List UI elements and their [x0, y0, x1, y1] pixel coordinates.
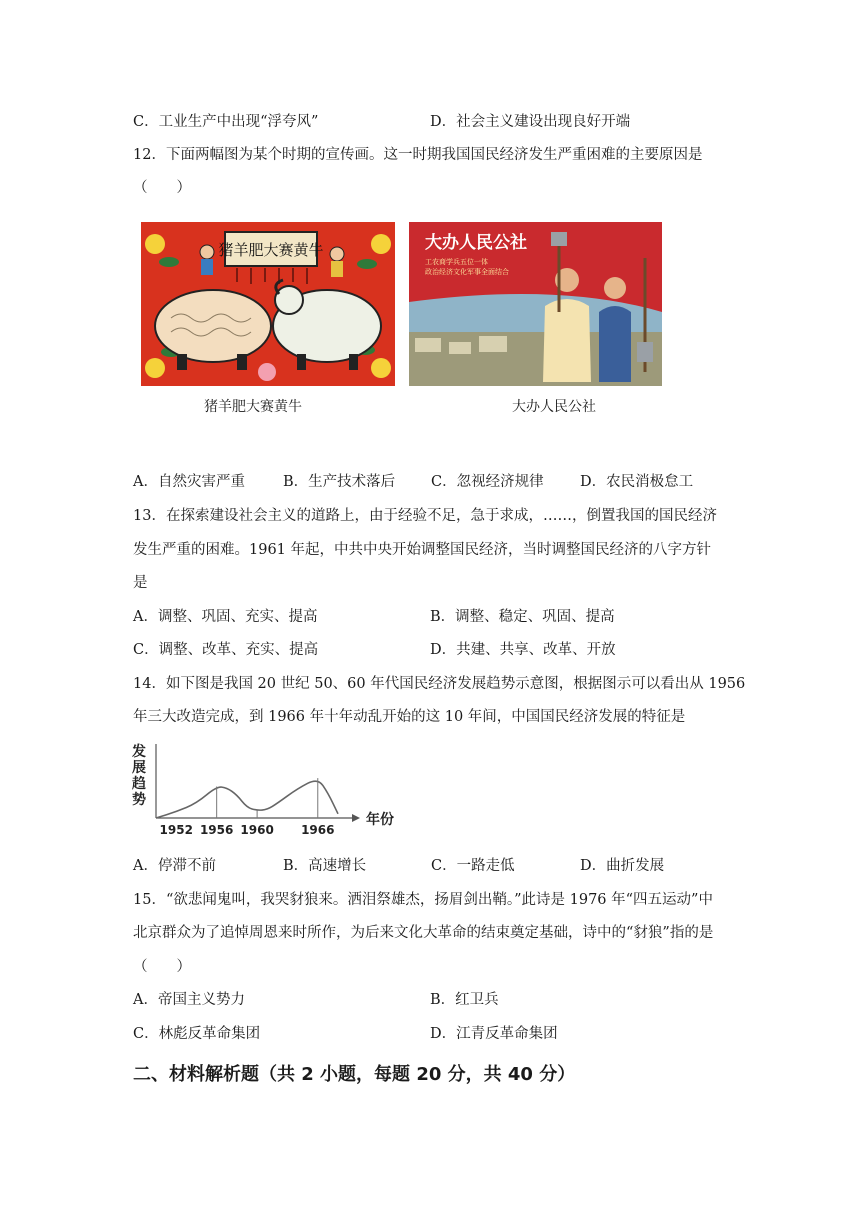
y-axis-label-char: 势 — [132, 792, 146, 808]
q13-option-d: D．共建、共享、改革、开放 — [430, 642, 616, 658]
y-axis-label-char: 发 — [132, 744, 146, 760]
q12-option-d: D．农民消极怠工 — [580, 474, 694, 490]
q15-answer-paren: （ ） — [133, 959, 191, 975]
poster2-caption: 大办人民公社 — [512, 399, 596, 415]
q12-option-c: C．忽视经济规律 — [431, 474, 544, 490]
q13-stem-line1: 13．在探索建设社会主义的道路上，由于经验不足，急于求成，……，倒置我国的国民经济 — [133, 508, 717, 524]
poster-people-commune — [409, 222, 662, 386]
q15-option-b: B．红卫兵 — [430, 992, 499, 1008]
y-axis-label — [131, 743, 146, 808]
x-tick-label-1966: 1966 — [301, 823, 335, 837]
q15-option-c: C．林彪反革命集团 — [133, 1026, 261, 1042]
q11-option-c: C．工业生产中出现“浮夸风” — [133, 114, 319, 130]
q13-option-a: A．调整、巩固、充实、提高 — [133, 609, 318, 625]
q15-stem-line1: 15．“欲悲闻鬼叫，我哭豺狼来。洒泪祭雄杰，扬眉剑出鞘。”此诗是 1976 年“四五运动”中 — [133, 892, 713, 908]
x-tick-label-1960: 1960 — [240, 823, 274, 837]
q15-stem-line2: 北京群众为了追悼周恩来时所作，为后来文化大革命的结束奠定基础，诗中的“豺狼”指的是 — [133, 925, 714, 941]
x-axis-label: 年份 — [366, 812, 394, 828]
q12-answer-paren: （ ） — [133, 180, 191, 196]
q13-stem-line2: 发生严重的困难。1961 年起，中共中央开始调整国民经济，当时调整国民经济的八字方针 — [133, 542, 712, 558]
q13-option-c: C．调整、改革、充实、提高 — [133, 642, 319, 658]
poster2-title-text: 大办人民公社 — [425, 233, 527, 253]
q15-option-a: A．帝国主义势力 — [133, 992, 245, 1008]
poster2-slogan-2: 政治经济文化军事全面结合 — [425, 268, 509, 276]
q14-stem-line1: 14．如下图是我国 20 世纪 50、60 年代国民经济发展趋势示意图，根据图示可以看出从 1956 — [133, 676, 746, 692]
q14-option-d: D．曲折发展 — [580, 858, 665, 874]
x-tick-label-1956: 1956 — [199, 823, 234, 837]
q15-option-d: D．江青反革命集团 — [430, 1026, 558, 1042]
poster1-caption: 猪羊肥大赛黄牛 — [204, 399, 302, 415]
section-2-title: 二、材料解析题（共 2 小题，每题 20 分，共 40 分） — [133, 1064, 576, 1085]
q12-option-a: A．自然灾害严重 — [133, 474, 245, 490]
q14-option-b: B．高速增长 — [283, 858, 367, 874]
q12-option-b: B．生产技术落后 — [283, 474, 396, 490]
q13-stem-line3: 是 — [133, 575, 148, 591]
y-axis-label-char: 展 — [132, 760, 146, 776]
q13-option-b: B．调整、稳定、巩固、提高 — [430, 609, 615, 625]
poster2-slogan-1: 工农商学兵五位一体 — [425, 258, 488, 266]
economic-trend-chart — [128, 740, 408, 840]
poster1-banner-text: 猪羊肥大赛黄牛 — [218, 241, 324, 259]
y-axis-label-char: 趋 — [132, 776, 146, 792]
trend-line — [156, 781, 338, 818]
q14-option-a: A．停滞不前 — [133, 858, 216, 874]
q12-stem: 12．下面两幅图为某个时期的宣传画。这一时期我国国民经济发生严重困难的主要原因是 — [133, 147, 703, 163]
poster-pig-sheep — [141, 222, 395, 386]
q14-stem-line2: 年三大改造完成，到 1966 年十年动乱开始的这 10 年间，中国国民经济发展的特征是 — [133, 709, 686, 725]
x-tick-label-1952: 1952 — [159, 823, 193, 837]
x-axis-arrow — [352, 814, 360, 822]
q14-option-c: C．一路走低 — [431, 858, 515, 874]
q11-option-d: D．社会主义建设出现良好开端 — [430, 114, 631, 130]
